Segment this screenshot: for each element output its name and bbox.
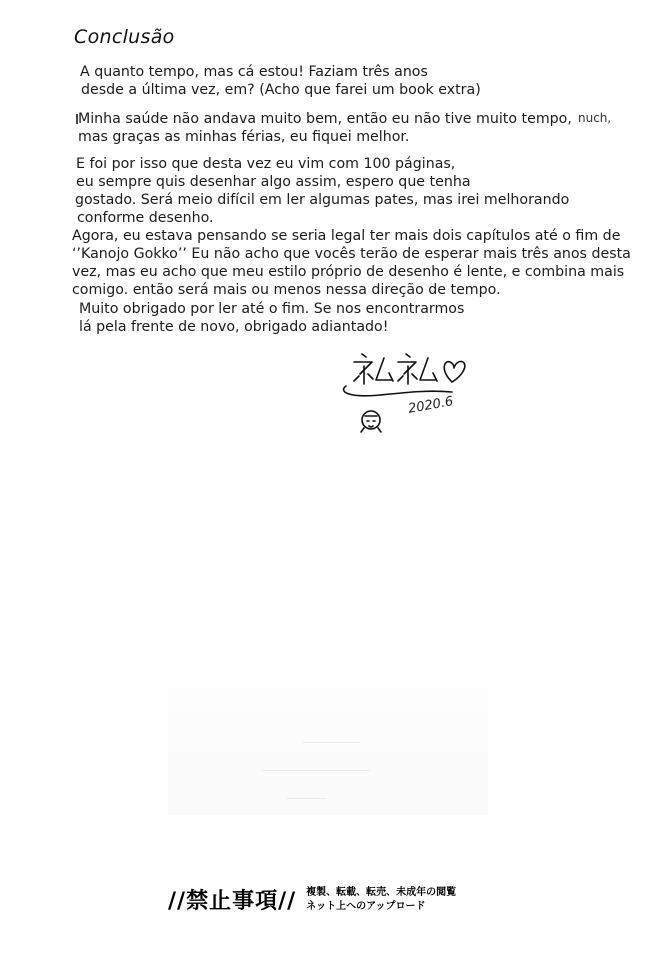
prohibited-line: 複製、転載、転売、未成年の閲覧 <box>306 886 457 898</box>
prohibited-line: ネット上へのアップロード <box>306 900 426 912</box>
paragraph-health <box>78 110 572 146</box>
faint-mark <box>286 798 326 799</box>
text-line: lá pela frente de novo, obrigado adiantado! <box>79 319 389 335</box>
text-line: gostado. Será meio difícil em ler algumas pates, mas irei melhorando <box>75 192 570 208</box>
faint-mark <box>262 770 370 771</box>
text-line: comigo. então será mais ou menos nessa direção de tempo. <box>72 282 501 298</box>
copyright-notice <box>168 884 456 915</box>
paragraph-thanks <box>79 300 464 336</box>
faint-mark <box>302 742 360 743</box>
paragraph-chapters <box>72 227 631 299</box>
text-line: desde a última vez, em? (Acho que farei um book extra) <box>81 82 481 98</box>
text-line: A quanto tempo, mas cá estou! Faziam três anos <box>80 64 428 80</box>
text-line: Minha saúde não andava muito bem, então eu não tive muito tempo, <box>78 111 572 127</box>
prohibited-title: //禁止事項// <box>168 889 297 914</box>
text-line: Muito obrigado por ler até o fim. Se nos encontrarmos <box>79 301 465 317</box>
text-line: conforme desenho. <box>77 210 214 226</box>
prohibited-items <box>306 886 456 914</box>
text-line: vez, mas eu acho que meu estilo próprio de desenho é lente, e combina mais <box>72 264 625 280</box>
text-line: ‘’Kanojo Gokko’’ Eu não acho que vocês terão de esperar mais três anos desta <box>72 246 631 262</box>
handwritten-signature <box>340 340 480 440</box>
paragraph-intro <box>80 63 481 99</box>
text-line: E foi por isso que desta vez eu vim com 100 páginas, <box>76 156 456 172</box>
paragraph-pages <box>76 155 569 227</box>
text-line: eu sempre quis desenhar algo assim, espero que tenha <box>76 174 471 190</box>
stray-text: nuch, <box>578 111 612 125</box>
page-title: Conclusão <box>74 26 175 48</box>
text-line: mas graças as minhas férias, eu fiquei melhor. <box>78 129 410 145</box>
faint-background-area <box>168 640 488 815</box>
signature-date: 2020.6 <box>407 394 455 417</box>
text-line: Agora, eu estava pensando se seria legal ter mais dois capítulos até o fim de <box>72 228 621 244</box>
